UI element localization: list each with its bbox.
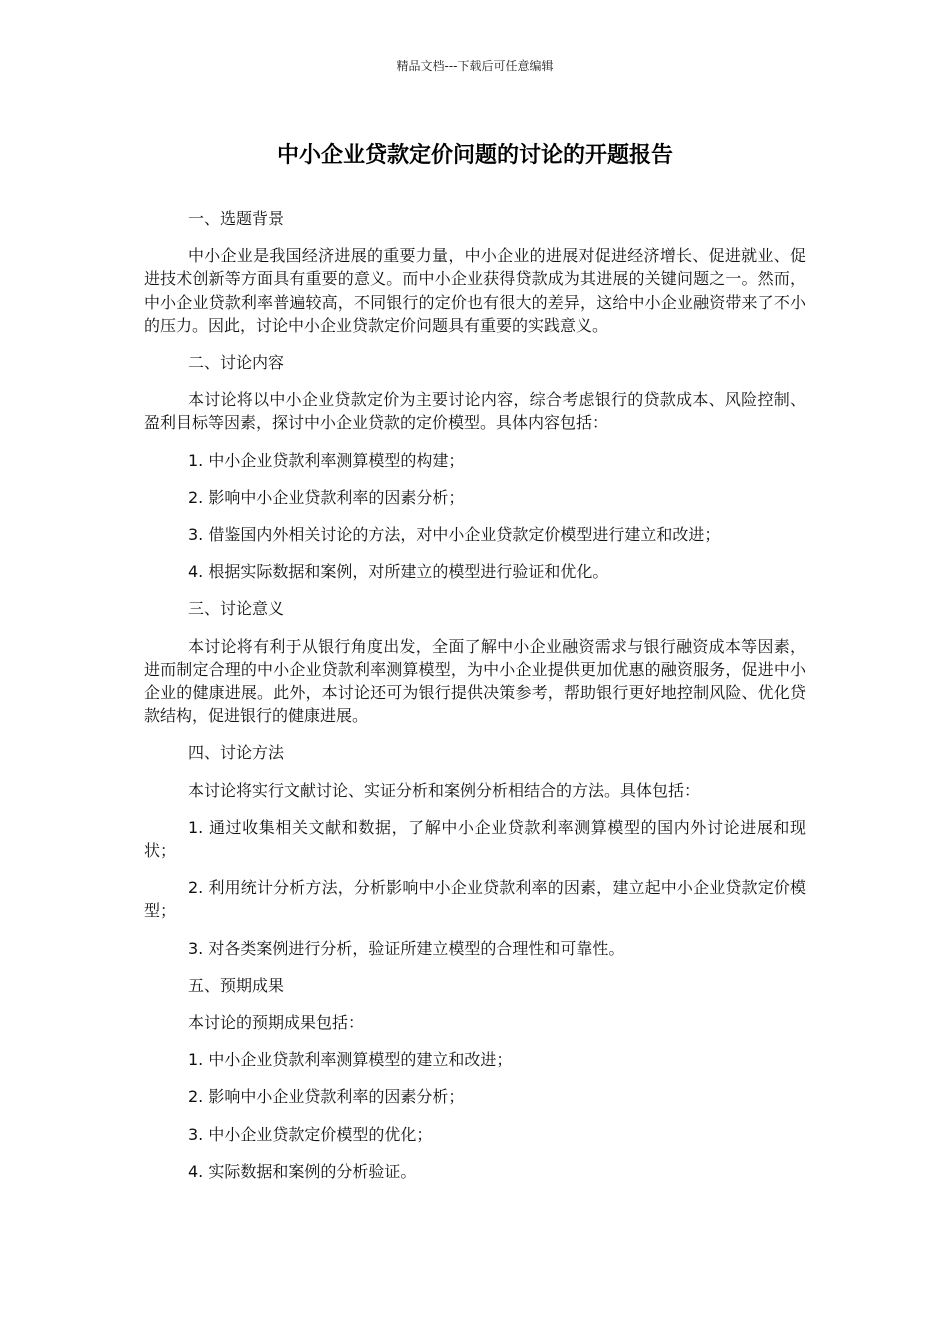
section-heading: 四、讨论方法 [188, 743, 285, 763]
section-heading: 三、讨论意义 [188, 599, 285, 619]
list-item: 4. 实际数据和案例的分析验证。 [188, 1161, 417, 1181]
document-body [144, 207, 806, 1197]
section-methods [144, 741, 806, 959]
paragraph: 中小企业是我国经济进展的重要力量，中小企业的进展对促进经济增长、促进就业、促进技术创新等方面具有重要的意义。而中小企业获得贷款成为其进展的关键问题之一。然而，中小企业贷款利率普遍较高，不同银行的定价也有很大的差异，这给中小企业融资带来了不小的压力。因此，讨论中小企业贷款定价问题具有重要的实践意义。 [144, 246, 806, 335]
list-item: 1. 中小企业贷款利率测算模型的建立和改进； [188, 1050, 513, 1070]
section-expected-results [144, 974, 806, 1183]
list-item: 2. 影响中小企业贷款利率的因素分析； [188, 1087, 465, 1107]
section-significance [144, 597, 806, 727]
list-item: 2. 利用统计分析方法，分析影响中小企业贷款利率的因素，建立起中小企业贷款定价模型； [144, 878, 806, 921]
paragraph: 本讨论的预期成果包括： [188, 1013, 365, 1033]
list-item: 1. 通过收集相关文献和数据，了解中小企业贷款利率测算模型的国内外讨论进展和现状； [144, 817, 806, 861]
list-item: 3. 中小企业贷款定价模型的优化； [188, 1124, 433, 1144]
header-note: 精品文档---下载后可任意编辑 [396, 59, 554, 73]
section-content [144, 351, 806, 583]
paragraph: 本讨论将有利于从银行角度出发，全面了解中小企业融资需求与银行融资成本等因素，进而制定合理的中小企业贷款利率测算模型，为中小企业提供更加优惠的融资服务，促进中小企业的健康进展。此外，本讨论还可为银行提供决策参考，帮助银行更好地控制风险、优化贷款结构，促进银行的健康进展。 [144, 636, 806, 726]
paragraph: 本讨论将以中小企业贷款定价为主要讨论内容，综合考虑银行的贷款成本、风险控制、盈利目标等因素，探讨中小企业贷款的定价模型。具体内容包括： [144, 390, 806, 433]
section-heading: 一、选题背景 [188, 209, 285, 228]
section-heading: 五、预期成果 [188, 975, 285, 995]
paragraph: 本讨论将实行文献讨论、实证分析和案例分析相结合的方法。具体包括： [188, 780, 701, 800]
list-item: 3. 对各类案例进行分析，验证所建立模型的合理性和可靠性。 [188, 938, 625, 958]
list-item: 2. 影响中小企业贷款利率的因素分析； [188, 487, 465, 507]
section-background [144, 207, 806, 337]
list-item: 1. 中小企业贷款利率测算模型的构建； [188, 450, 465, 470]
list-item: 4. 根据实际数据和案例，对所建立的模型进行验证和优化。 [188, 562, 609, 582]
document-title: 中小企业贷款定价问题的讨论的开题报告 [276, 143, 673, 168]
list-item: 3. 借鉴国内外相关讨论的方法，对中小企业贷款定价模型进行建立和改进； [188, 525, 721, 545]
section-heading: 二、讨论内容 [188, 353, 285, 373]
